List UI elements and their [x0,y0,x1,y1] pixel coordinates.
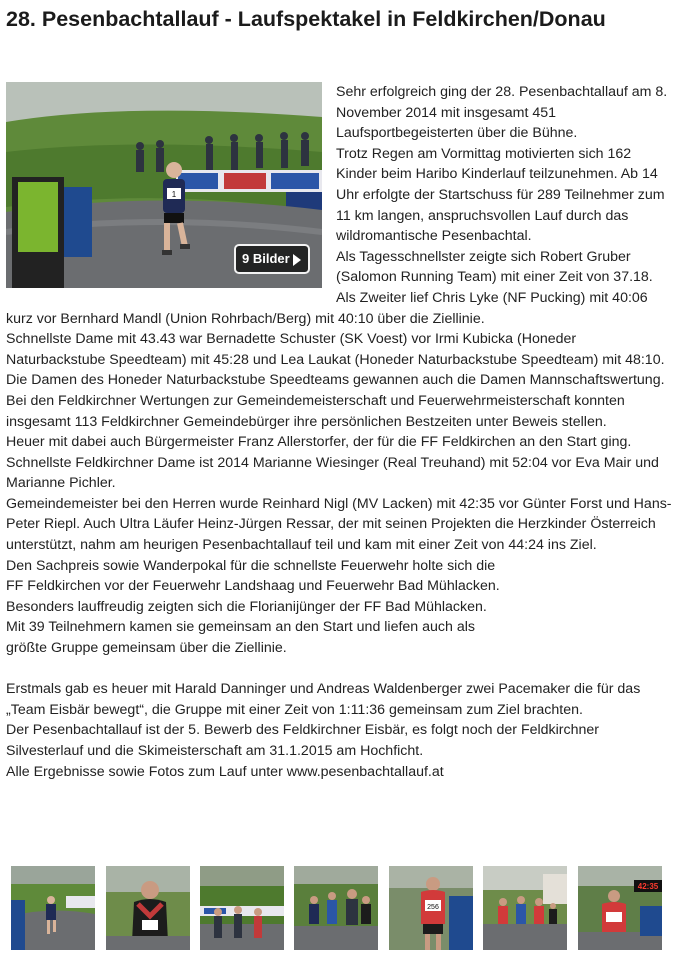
paragraph: Trotz Regen am Vormittag motivierten sich 162 Kinder beim Haribo Kinderlauf teilzunehmen. Ab 14 Uhr erfolgte der Startschuss für 289 Teilnehmer zum 11 km langen, anspruchsvollen Lauf durch das wildromantische Pesenbachtal. [336,145,665,245]
hero-photo[interactable] [6,82,322,288]
paragraph: Schnellste Dame mit 43.43 war Bernadette Schuster (SK Voest) vor Irmi Kubicka (Honeder Naturbackstube Speedteam) mit 45:28 und Lea Laukat (Honeder Naturbackstube Speedteam) mit 48:10. Die Damen des Honeder Naturbackstube Speedteams gewannen auch die Damen Mannschaftswertung. [6,331,665,389]
paragraph: Heuer mit dabei auch Bürgermeister Franz Allerstorfer, der für die FF Feldkirchen an den Start ging. [6,434,632,451]
paragraph: Der Pesenbachtallauf ist der 5. Bewerb des Feldkirchner Eisbär, es folgt noch der Feldkirchner Silvesterlauf und die Skimeisterschaft am 31.1.2015 am Hochficht. [6,722,600,759]
svg-text:1: 1 [171,190,177,199]
gallery-button[interactable] [234,244,310,274]
paragraph: FF Feldkirchen vor der Feuerwehr Landshaag und Feuerwehr Bad Mühlacken. [6,578,500,595]
thumbnail-4[interactable] [294,866,378,950]
paragraph: Gemeindemeister bei den Herren wurde Reinhard Nigl (MV Lacken) mit 42:35 vor Günter Forst und Hans-Peter Riepl. Auch Ultra Läufer Heinz-Jürgen Ressar, der mit seinen Projekten die Herzkinder Österreich unterstützt, nahm am heurigen Pesenbachtallauf teil und kam mit einer Zeit von 44:24 ins Ziel. [6,495,672,554]
paragraph: Den Sachpreis sowie Wanderpokal für die schnellste Feuerwehr holte sich die [6,557,496,574]
paragraph-spacer [6,659,674,680]
paragraph: Bei den Feldkirchner Wertungen zur Gemeindemeisterschaft und Feuerwehrmeisterschaft konnten insgesamt 113 Feldkirchner Gemeindebürger ihre persönlichen Bestzeiten unter Beweis stellen. [6,392,625,430]
thumbnail-1[interactable] [11,866,95,950]
paragraph: größte Gruppe gemeinsam über die Ziellinie. [6,640,287,657]
paragraph: Besonders lauffreudig zeigten sich die Florianijünger der FF Bad Mühlacken. [6,598,487,615]
paragraph: Als Tagesschnellster zeigte sich Robert Gruber (Salomon Running Team) mit einer Zeit von 37.18. Als Zweiter lief Chris Lyke (NF Pucking) mit 40:06 kurz vor Bernhard Mandl (Union Rohrbach/Berg) mit 40:10 über die Ziellinie. [6,248,653,327]
thumbnail-7[interactable] [578,866,662,950]
thumbnail-strip [11,866,671,950]
paragraph: Mit 39 Teilnehmern kamen sie gemeinsam an den Start und liefen auch als [6,619,475,636]
thumbnail-5[interactable] [389,866,473,950]
article-title: 28. Pesenbachtallauf - Laufspektakel in Feldkirchen/Donau [6,7,606,31]
thumbnail-3[interactable] [200,866,284,950]
paragraph: Sehr erfolgreich ging der 28. Pesenbachtallauf am 8. November 2014 mit insgesamt 451 Laufsportbegeisterten über die Bühne. [336,84,668,142]
svg-text:42:35: 42:35 [637,882,659,891]
paragraph: Schnellste Feldkirchner Dame ist 2014 Marianne Wiesinger (Real Treuhand) mit 52:04 vor Eva Mair und Marianne Pichler. [6,454,659,492]
svg-text:256: 256 [427,904,439,911]
thumbnail-2[interactable] [106,866,190,950]
paragraph: Erstmals gab es heuer mit Harald Danninger und Andreas Waldenberger zwei Pacemaker die für das „Team Eisbär bewegt“, die Gruppe mit einer Zeit von 1:11:36 gemeinsam zum Ziel brachten. [6,681,641,718]
gallery-button-label: 9 Bilder [242,251,290,266]
thumbnail-6[interactable] [483,866,567,950]
article-body [6,82,674,782]
play-arrow-icon [293,254,301,266]
paragraph: Alle Ergebnisse sowie Fotos zum Lauf unter www.pesenbachtallauf.at [6,763,444,780]
